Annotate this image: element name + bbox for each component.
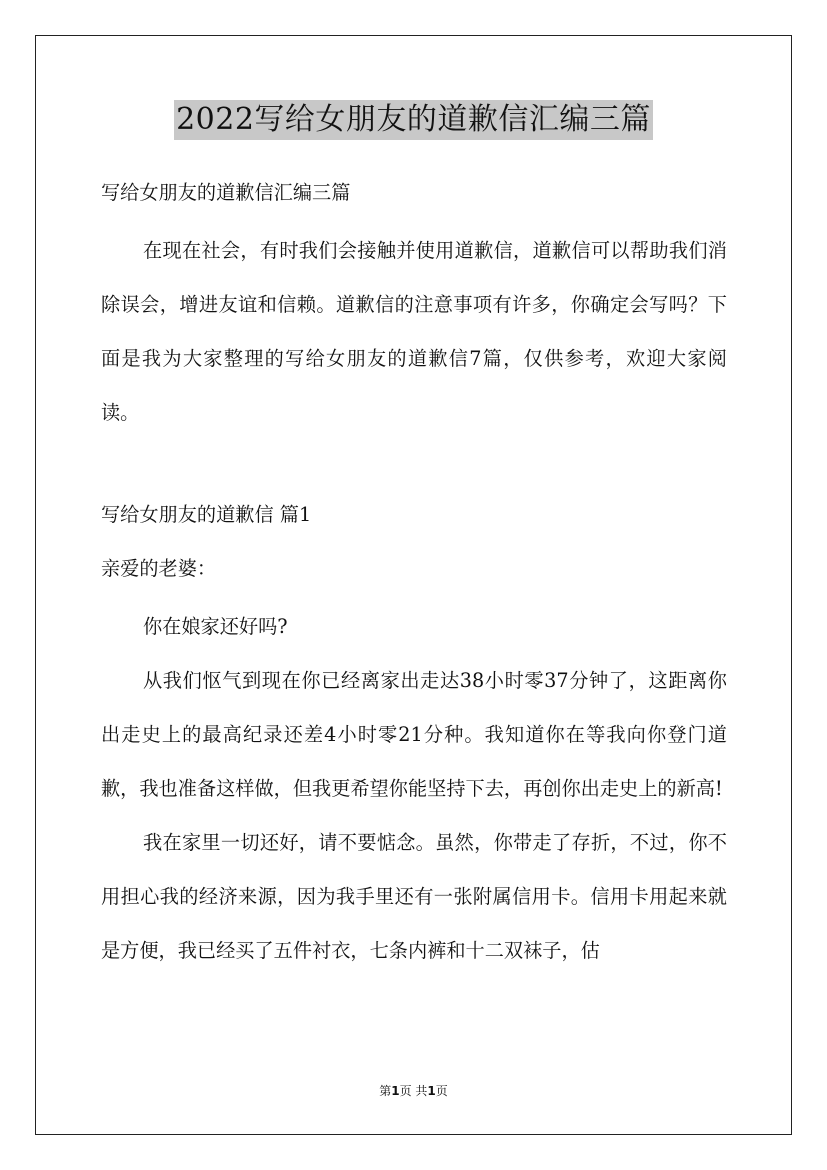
page-suffix: 页: [435, 1084, 448, 1098]
letter-paragraph: 你在娘家还好吗?: [143, 615, 288, 638]
section-heading: 写给女朋友的道歉信 篇1: [101, 503, 312, 526]
section-gap: [101, 440, 727, 492]
page-current-number: 1: [391, 1084, 400, 1098]
title-container: [0, 100, 827, 140]
page-prefix: 第: [379, 1084, 392, 1098]
letter-salutation: 亲爱的老婆：: [101, 557, 217, 580]
letter-paragraph: 我在家里一切还好，请不要惦念。虽然，你带走了存折，不过，你不用担心我的经济来源，因为我手里还有一张附属信用卡。信用卡用起来就是方便，我已经买了五件衬衣，七条内裤和十二双袜子，估: [101, 831, 727, 962]
document-title: 2022写给女朋友的道歉信汇编三篇: [174, 100, 653, 140]
intro-paragraph: 在现在社会，有时我们会接触并使用道歉信，道歉信可以帮助我们消除误会，增进友谊和信赖。道歉信的注意事项有许多，你确定会写吗？下面是我为大家整理的写给女朋友的道歉信7篇，仅供参考，欢迎大家阅读。: [101, 239, 727, 424]
page-footer: [0, 1082, 827, 1099]
page-total-number: 1: [427, 1084, 436, 1098]
document-body: [101, 170, 727, 978]
page-mid-text: 页 共: [399, 1084, 428, 1098]
letter-paragraph: 从我们怄气到现在你已经离家出走达38小时零37分钟了，这距离你出走史上的最高纪录还差4小时零21分种。我知道你在等我向你登门道歉，我也准备这样做，但我更希望你能坚持下去，再创你出走史上的新高!: [101, 669, 727, 800]
document-subtitle: 写给女朋友的道歉信汇编三篇: [101, 181, 351, 204]
